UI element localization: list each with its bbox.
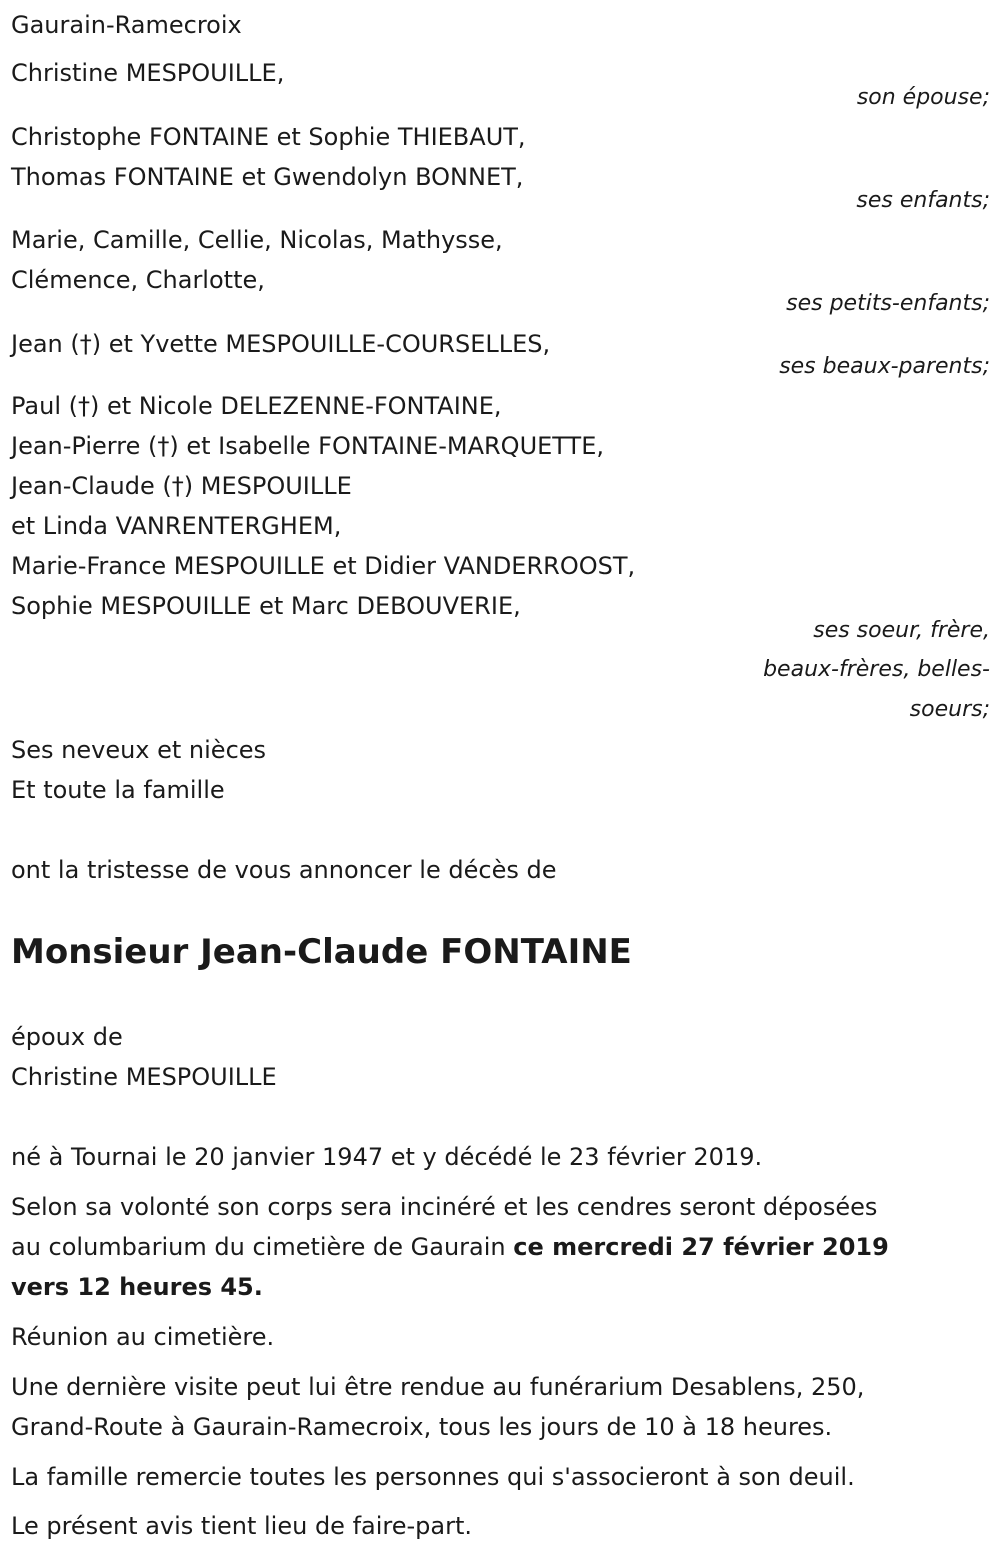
relation: ses petits-enfants; (786, 291, 990, 316)
family-name: Sophie MESPOUILLE et Marc DEBOUVERIE, (11, 592, 521, 620)
ceremony-time: vers 12 heures 45. (11, 1273, 263, 1301)
ceremony-line: Selon sa volonté son corps sera incinéré et les cendres seront déposées (11, 1193, 878, 1221)
announcement: ont la tristesse de vous annoncer le décès de (11, 856, 557, 884)
family-name: et Linda VANRENTERGHEM, (11, 512, 342, 540)
family-name: Jean-Pierre (†) et Isabelle FONTAINE-MARQUETTE, (11, 432, 604, 460)
others: Ses neveux et nièces (11, 736, 267, 764)
thanks: La famille remercie toutes les personnes qui s'associeront à son deuil. (11, 1463, 855, 1491)
family-name: Thomas FONTAINE et Gwendolyn BONNET, (11, 163, 524, 191)
place: Gaurain-Ramecroix (11, 11, 242, 39)
family-name: Christine MESPOUILLE, (11, 59, 285, 87)
family-name: Christophe FONTAINE et Sophie THIEBAUT, (11, 123, 526, 151)
family-name: Paul (†) et Nicole DELEZENNE-FONTAINE, (11, 392, 502, 420)
relation: beaux-frères, belles- (763, 657, 990, 682)
visit-line: Grand-Route à Gaurain-Ramecroix, tous les jours de 10 à 18 heures. (11, 1413, 833, 1441)
relation: son épouse; (856, 85, 990, 110)
relation: ses beaux-parents; (779, 354, 990, 379)
notice: Le présent avis tient lieu de faire-part. (11, 1512, 473, 1540)
family-name: Jean (†) et Yvette MESPOUILLE-COURSELLES, (11, 330, 551, 358)
relation: ses soeur, frère, (813, 618, 990, 643)
deceased-name: Monsieur Jean-Claude FONTAINE (11, 932, 632, 972)
spouse-label: époux de (11, 1023, 123, 1051)
others: Et toute la famille (11, 776, 225, 804)
relation: soeurs; (909, 697, 990, 722)
birth-death: né à Tournai le 20 janvier 1947 et y décédé le 23 février 2019. (11, 1143, 763, 1171)
meeting: Réunion au cimetière. (11, 1323, 275, 1351)
spouse-name: Christine MESPOUILLE (11, 1063, 277, 1091)
ceremony-text: au columbarium du cimetière de Gaurain (11, 1233, 514, 1261)
ceremony-line (11, 1227, 889, 1267)
visit-line: Une dernière visite peut lui être rendue au funérarium Desablens, 250, (11, 1373, 865, 1401)
family-name: Jean-Claude (†) MESPOUILLE (11, 472, 352, 500)
family-name: Clémence, Charlotte, (11, 266, 265, 294)
family-name: Marie, Camille, Cellie, Nicolas, Mathysse, (11, 226, 503, 254)
relation: ses enfants; (856, 188, 990, 213)
ceremony-line (11, 1267, 263, 1307)
family-name: Marie-France MESPOUILLE et Didier VANDERROOST, (11, 552, 636, 580)
ceremony-date: ce mercredi 27 février 2019 (513, 1233, 889, 1261)
